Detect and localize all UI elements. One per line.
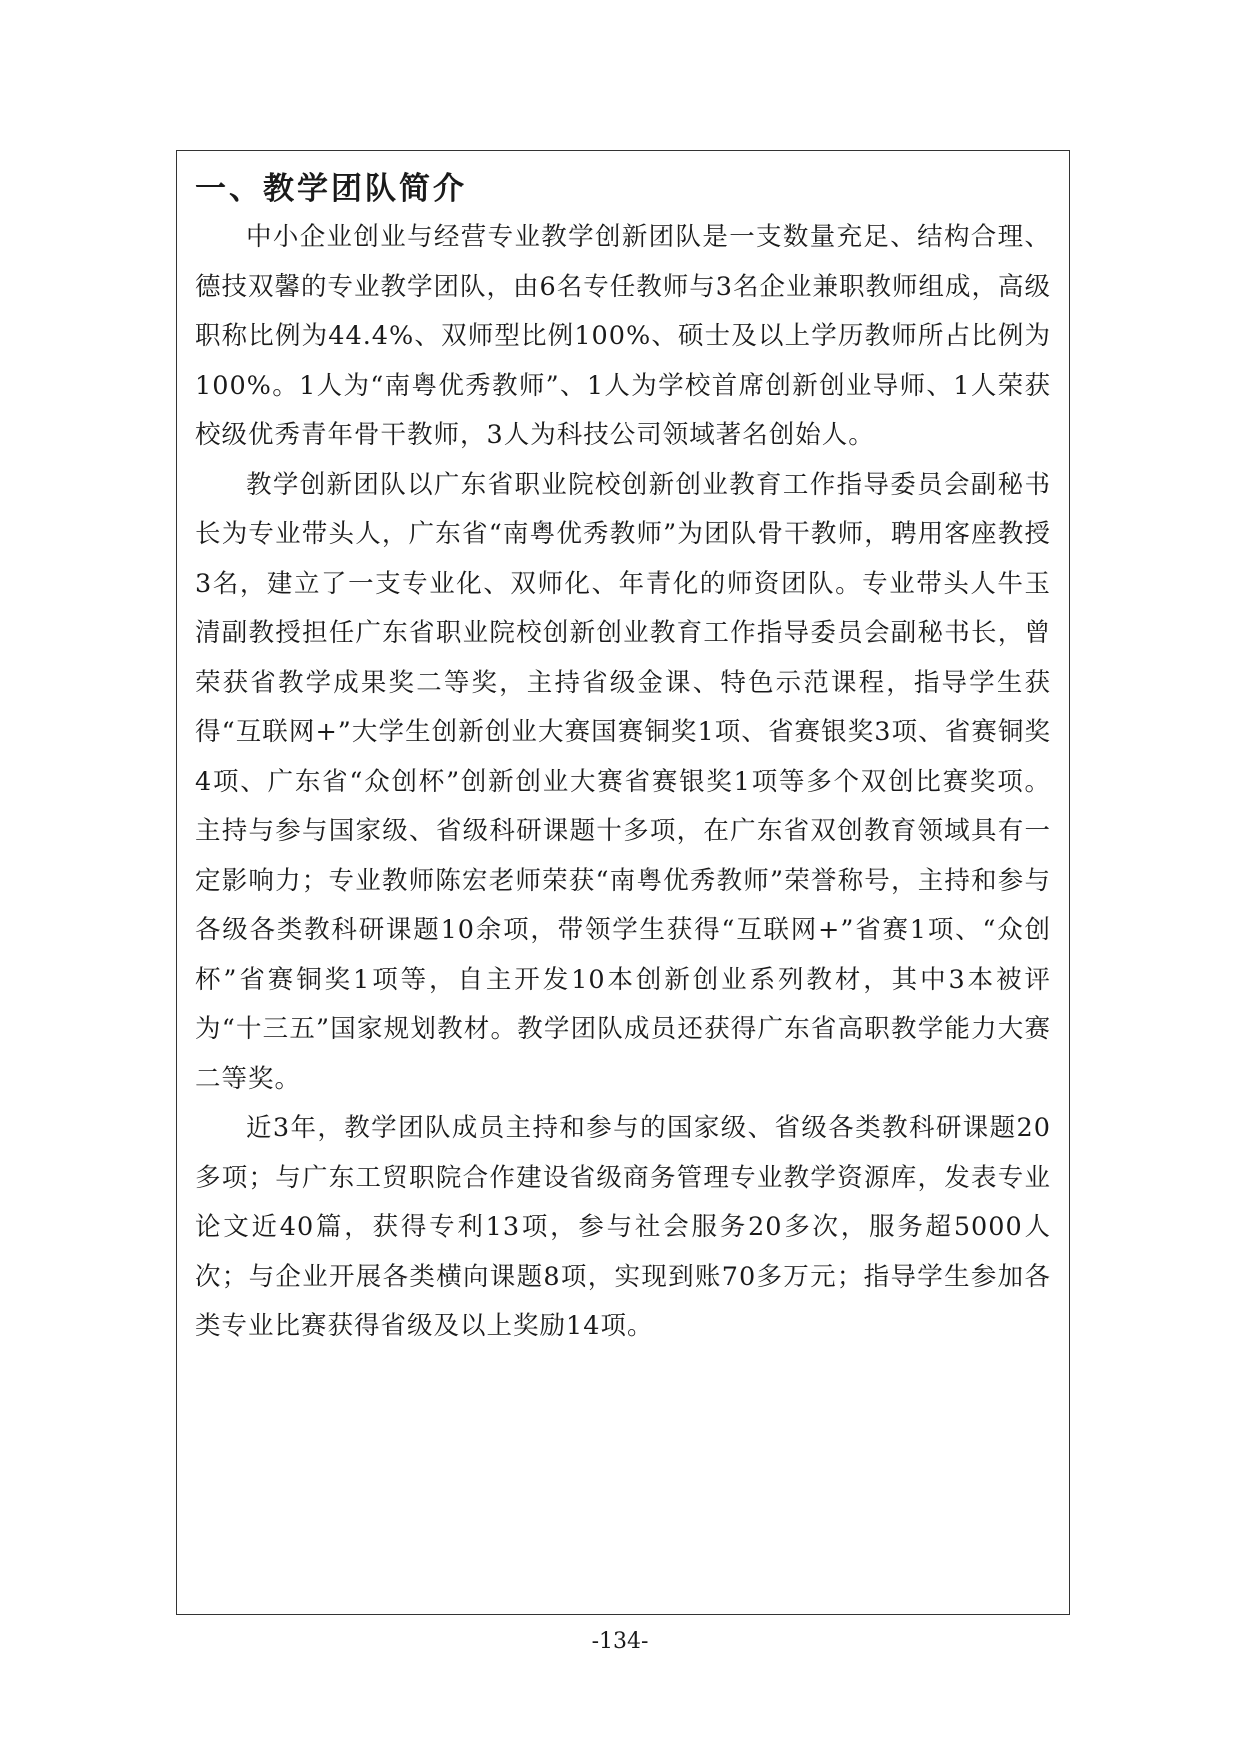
page-number: -134- <box>591 1629 649 1654</box>
section-body <box>195 165 1051 1352</box>
paragraph-achievements: 近3年，教学团队成员主持和参与的国家级、省级各类教科研课题20多项；与广东工贸职院合作建设省级商务管理专业教学资源库，发表专业论文近40篇，获得专利13项，参与社会服务20多次，服务超5000人次；与企业开展各类横向课题8项，实现到账70多万元；指导学生参加各类专业比赛获得省级及以上奖励14项。 <box>195 1113 1051 1341</box>
section-heading: 一、教学团队简介 <box>195 171 467 207</box>
paragraph-team-leaders: 教学创新团队以广东省职业院校创新创业教育工作指导委员会副秘书长为专业带头人，广东省“南粤优秀教师”为团队骨干教师，聘用客座教授3名，建立了一支专业化、双师化、年青化的师资团队。专业带头人牛玉清副教授担任广东省职业院校创新创业教育工作指导委员会副秘书长，曾荣获省教学成果奖二等奖，主持省级金课、特色示范课程，指导学生获得“互联网+”大学生创新创业大赛国赛铜奖1项、省赛银奖3项、省赛铜奖4项、广东省“众创杯”创新创业大赛省赛银奖1项等多个双创比赛奖项。主持与参与国家级、省级科研课题十多项，在广东省双创教育领域具有一定影响力；专业教师陈宏老师荣获“南粤优秀教师”荣誉称号，主持和参与各级各类教科研课题10余项，带领学生获得“互联网+”省赛1项、“众创杯”省赛铜奖1项等，自主开发10本创新创业系列教材，其中3本被评为“十三五”国家规划教材。教学团队成员还获得广东省高职教学能力大赛二等奖。 <box>195 469 1051 1094</box>
paragraph-team-overview: 中小企业创业与经营专业教学创新团队是一支数量充足、结构合理、德技双馨的专业教学团队，由6名专任教师与3名企业兼职教师组成，高级职称比例为44.4%、双师型比例100%、硕士及以上学历教师所占比例为100%。1人为“南粤优秀教师”、1人为学校首席创新创业导师、1人荣获校级优秀青年骨干教师，3人为科技公司领域著名创始人。 <box>195 222 1051 450</box>
content-frame <box>176 150 1070 1615</box>
